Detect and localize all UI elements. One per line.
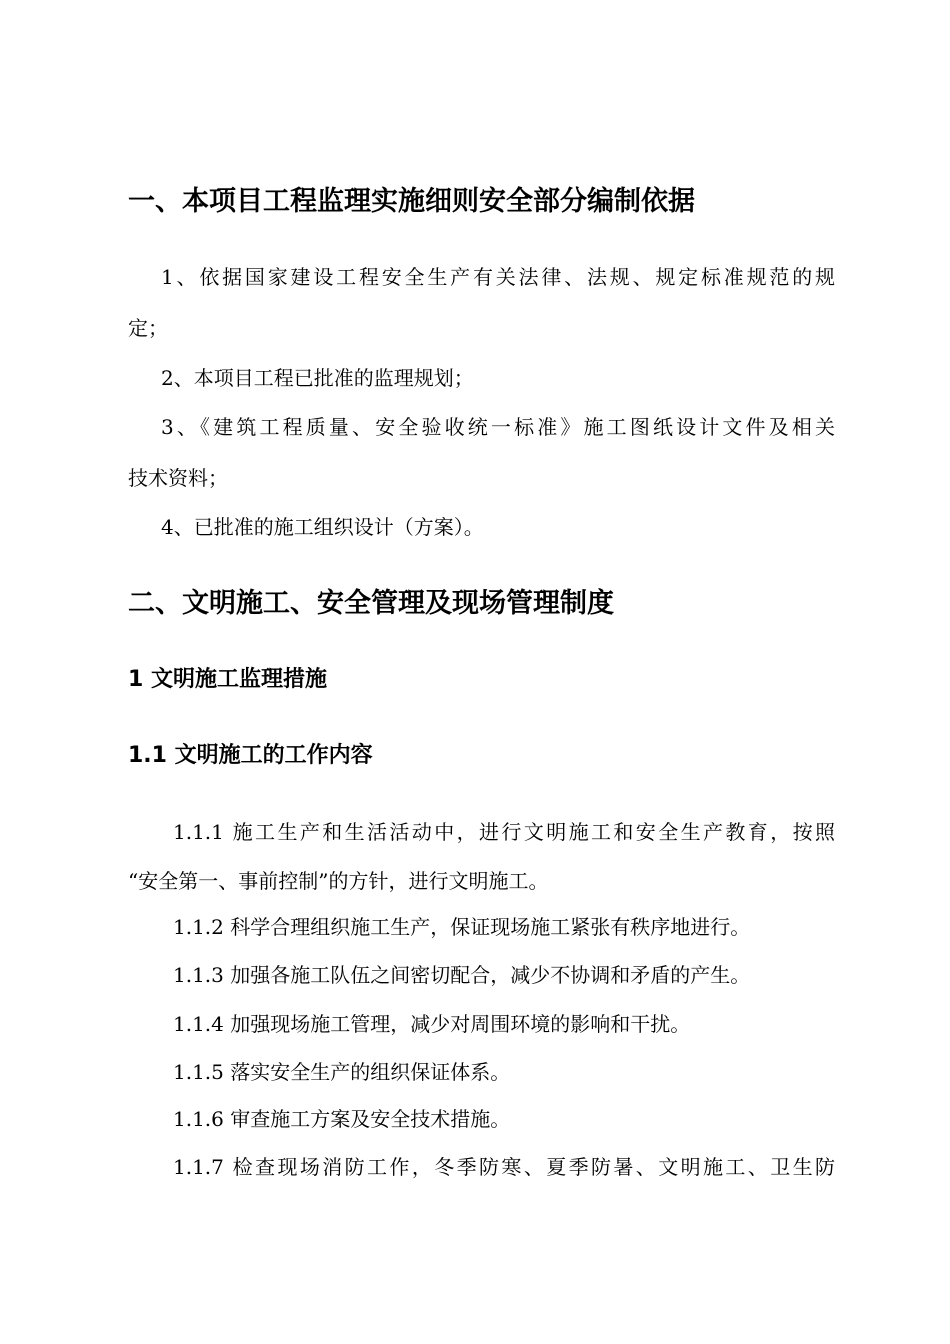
section-heading-2: 二、文明施工、安全管理及现场管理制度 (128, 588, 614, 619)
work-item-1-1-1-line1: 1.1.1 施工生产和生活活动中，进行文明施工和安全生产教育，按照 (173, 820, 835, 844)
basis-item-1-line1: 1、依据国家建设工程安全生产有关法律、法规、规定标准规范的规 (161, 265, 835, 289)
work-item-1-1-1-line2: “安全第一、事前控制”的方针，进行文明施工。 (128, 869, 549, 893)
basis-item-4: 4、已批准的施工组织设计（方案）。 (161, 515, 484, 539)
basis-item-1-line2: 定； (128, 316, 168, 340)
basis-item-2: 2、本项目工程已批准的监理规划； (161, 366, 474, 390)
section-heading-1: 一、本项目工程监理实施细则安全部分编制依据 (128, 186, 695, 217)
basis-item-3-line1: 3、《建筑工程质量、安全验收统一标准》施工图纸设计文件及相关 (161, 415, 835, 439)
work-item-1-1-6: 1.1.6 审查施工方案及安全技术措施。 (173, 1107, 511, 1131)
work-item-1-1-2: 1.1.2 科学合理组织施工生产，保证现场施工紧张有秩序地进行。 (173, 915, 751, 939)
subsubsection-heading-1-1: 1.1 文明施工的工作内容 (128, 743, 373, 768)
work-item-1-1-3: 1.1.3 加强各施工队伍之间密切配合，减少不协调和矛盾的产生。 (173, 963, 751, 987)
basis-item-3-line2: 技术资料； (128, 466, 228, 490)
work-item-1-1-4: 1.1.4 加强现场施工管理，减少对周围环境的影响和干扰。 (173, 1012, 691, 1036)
work-item-1-1-5: 1.1.5 落实安全生产的组织保证体系。 (173, 1060, 511, 1084)
work-item-1-1-7: 1.1.7 检查现场消防工作，冬季防寒、夏季防暑、文明施工、卫生防 (173, 1155, 835, 1179)
subsection-heading-1: 1 文明施工监理措施 (128, 667, 327, 692)
